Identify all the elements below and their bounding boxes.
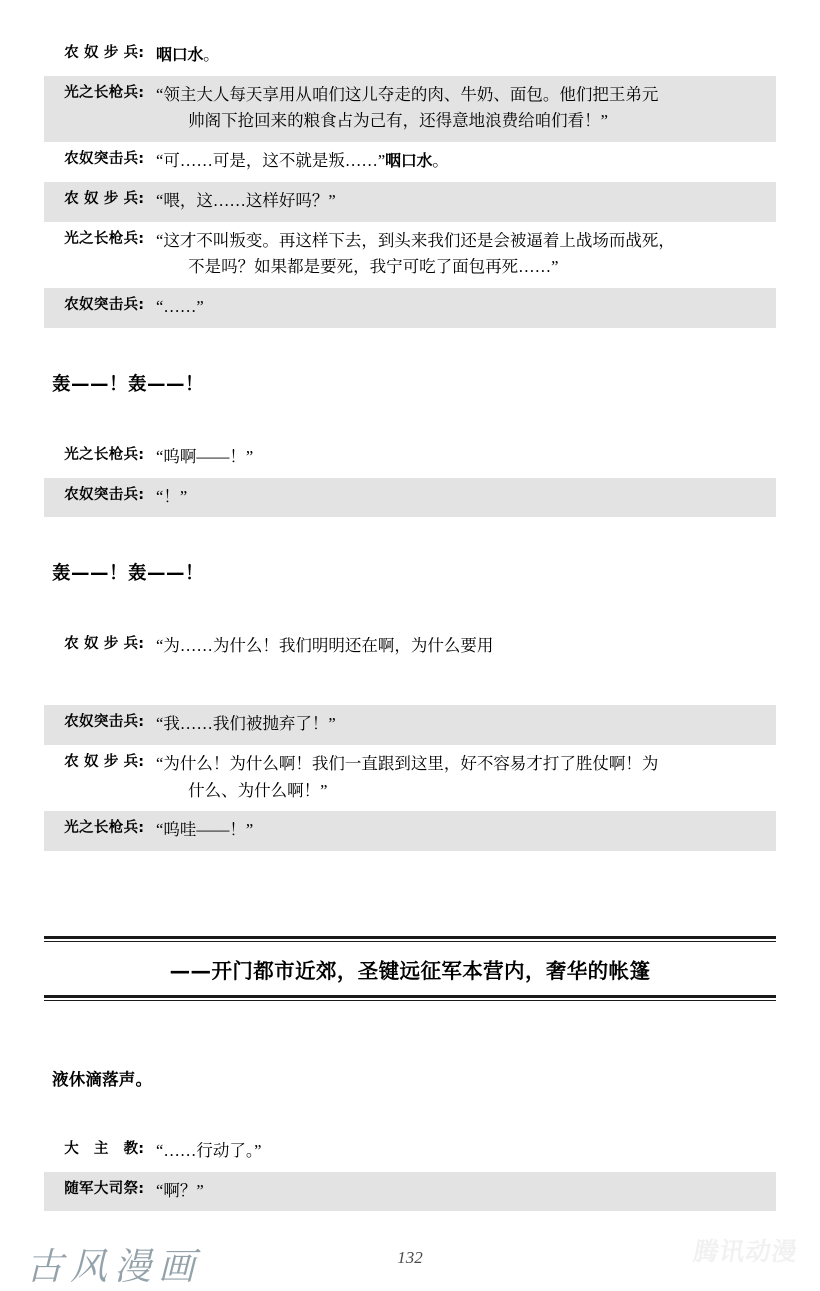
speaker-label <box>48 817 144 840</box>
dialogue-row <box>44 811 776 851</box>
dialogue-text <box>144 42 768 69</box>
speaker-colon: : <box>138 190 144 207</box>
scene-heading <box>44 936 776 1001</box>
speaker-label <box>48 751 144 774</box>
dialogue-line-2: 帅阁下抢回来的粮食占为己有，还得意地浪费给咱们看！” <box>188 111 608 131</box>
dialogue-line-2: 什么、为什么啊！” <box>188 780 328 800</box>
dialogue-line-2: 不是吗？如果都是要死，我宁可吃了面包再死……” <box>188 257 559 277</box>
speaker-colon: : <box>138 1180 144 1197</box>
speaker-colon: : <box>138 230 144 247</box>
speaker-name: 农奴步兵 <box>64 45 139 61</box>
speaker-label <box>48 294 144 317</box>
page-number: 132 <box>397 1248 423 1267</box>
speaker-label <box>48 188 144 211</box>
section-gap <box>44 517 776 555</box>
speaker-name: 农奴突击兵 <box>64 151 139 168</box>
sfx-emphasis: 咽口水 <box>385 151 433 171</box>
speaker-colon: : <box>138 84 144 101</box>
dialogue-row <box>44 705 776 745</box>
speaker-label <box>48 484 144 507</box>
speaker-label <box>48 82 144 105</box>
speaker-colon: : <box>138 753 144 770</box>
dialogue-text <box>144 82 768 135</box>
dialogue-row <box>44 222 776 288</box>
dialogue-tail: 。 <box>432 151 449 171</box>
dialogue-text: “呜哇——！” <box>156 820 254 840</box>
speaker-colon: : <box>138 45 144 61</box>
dialogue-script <box>44 36 776 851</box>
speaker-name: 农奴突击兵 <box>64 714 139 731</box>
section-gap <box>44 1094 776 1132</box>
speaker-name: 光之长枪兵 <box>64 84 139 101</box>
dialogue-row <box>44 1132 776 1172</box>
section-gap <box>44 667 776 705</box>
speaker-name: 光之长枪兵 <box>64 230 139 247</box>
speaker-colon: : <box>138 1141 144 1157</box>
lower-block <box>44 1062 776 1211</box>
speaker-name: 农奴步兵 <box>64 753 139 770</box>
rule-top-thick <box>44 936 776 939</box>
speaker-colon: : <box>138 820 144 837</box>
dialogue-line-1: “这才不叫叛变。再这样下去，到头来我们还是会被逼着上战场而战死， <box>156 230 675 250</box>
sound-effect-line: 轰——！轰——！ <box>52 374 205 396</box>
dialogue-text <box>144 751 768 804</box>
speaker-name: 农奴突击兵 <box>64 297 139 314</box>
speaker-colon: : <box>138 151 144 168</box>
dialogue-text: “！” <box>156 486 188 506</box>
speaker-name: 光之长枪兵 <box>64 447 139 464</box>
speaker-name: 光之长枪兵 <box>64 820 139 837</box>
speaker-name: 大主教 <box>64 1141 139 1157</box>
page-footer <box>0 1218 820 1291</box>
speaker-label <box>48 42 144 65</box>
brand-watermark: 古风漫画 <box>26 1247 202 1288</box>
dialogue-text: “喂，这……这样好吗？” <box>156 190 336 210</box>
speaker-label <box>48 633 144 656</box>
dialogue-row <box>44 142 776 182</box>
section-gap <box>44 400 776 438</box>
dialogue-row <box>44 438 776 478</box>
speaker-colon: : <box>138 297 144 314</box>
narration-line: 液休滴落声。 <box>52 1070 153 1089</box>
speaker-label <box>48 444 144 467</box>
speaker-label <box>48 1178 144 1201</box>
dialogue-text: “呜啊——！” <box>156 447 254 467</box>
speaker-name: 农奴突击兵 <box>64 486 139 503</box>
speaker-label <box>48 711 144 734</box>
section-gap <box>44 328 776 366</box>
speaker-label <box>48 228 144 251</box>
dialogue-text: “为……为什么！我们明明还在啊，为什么要用 <box>156 636 494 656</box>
speaker-colon: : <box>138 636 144 653</box>
rule-bottom-thick <box>44 995 776 998</box>
dialogue-row <box>44 1172 776 1212</box>
dialogue-text <box>144 228 768 281</box>
dialogue-row <box>44 182 776 222</box>
speaker-label <box>48 148 144 171</box>
scene-title: ——开门都市近郊，圣键远征军本营内，奢华的帐篷 <box>169 959 651 983</box>
dialogue-line-1: “领主大人每天享用从咱们这儿夺走的肉、牛奶、面包。他们把王弟元 <box>156 84 659 104</box>
sfx-emphasis: 咽口水 <box>156 45 204 64</box>
dialogue-row <box>44 76 776 142</box>
dialogue-row <box>44 288 776 328</box>
dialogue-line-1: “为什么！为什么啊！我们一直跟到这里，好不容易才打了胜仗啊！为 <box>156 753 659 773</box>
dialogue-text: “啊？” <box>156 1180 204 1200</box>
speaker-name: 农奴步兵 <box>64 636 139 653</box>
dialogue-text: “……” <box>156 297 204 317</box>
dialogue-tail: 。 <box>203 45 220 64</box>
dialogue-row <box>44 478 776 518</box>
rule-bottom-thin <box>44 1000 776 1001</box>
speaker-name: 随军大司祭 <box>64 1180 139 1197</box>
speaker-name: 农奴步兵 <box>64 190 139 207</box>
sound-effect-line: 轰——！轰——！ <box>52 563 205 585</box>
dialogue-text: “……行动了。” <box>156 1141 262 1160</box>
dialogue-quote: “可……可是，这不就是叛……” <box>156 151 386 171</box>
speaker-colon: : <box>138 447 144 464</box>
dialogue-text <box>144 148 768 175</box>
dialogue-row <box>44 36 776 76</box>
speaker-label <box>48 1138 144 1161</box>
speaker-colon: : <box>138 714 144 731</box>
section-gap <box>44 589 776 627</box>
corner-watermark: 腾讯动漫 <box>691 1237 801 1266</box>
dialogue-text: “我……我们被抛弃了！” <box>156 714 336 734</box>
dialogue-row <box>44 627 776 667</box>
speaker-colon: : <box>138 486 144 503</box>
dialogue-row <box>44 745 776 811</box>
